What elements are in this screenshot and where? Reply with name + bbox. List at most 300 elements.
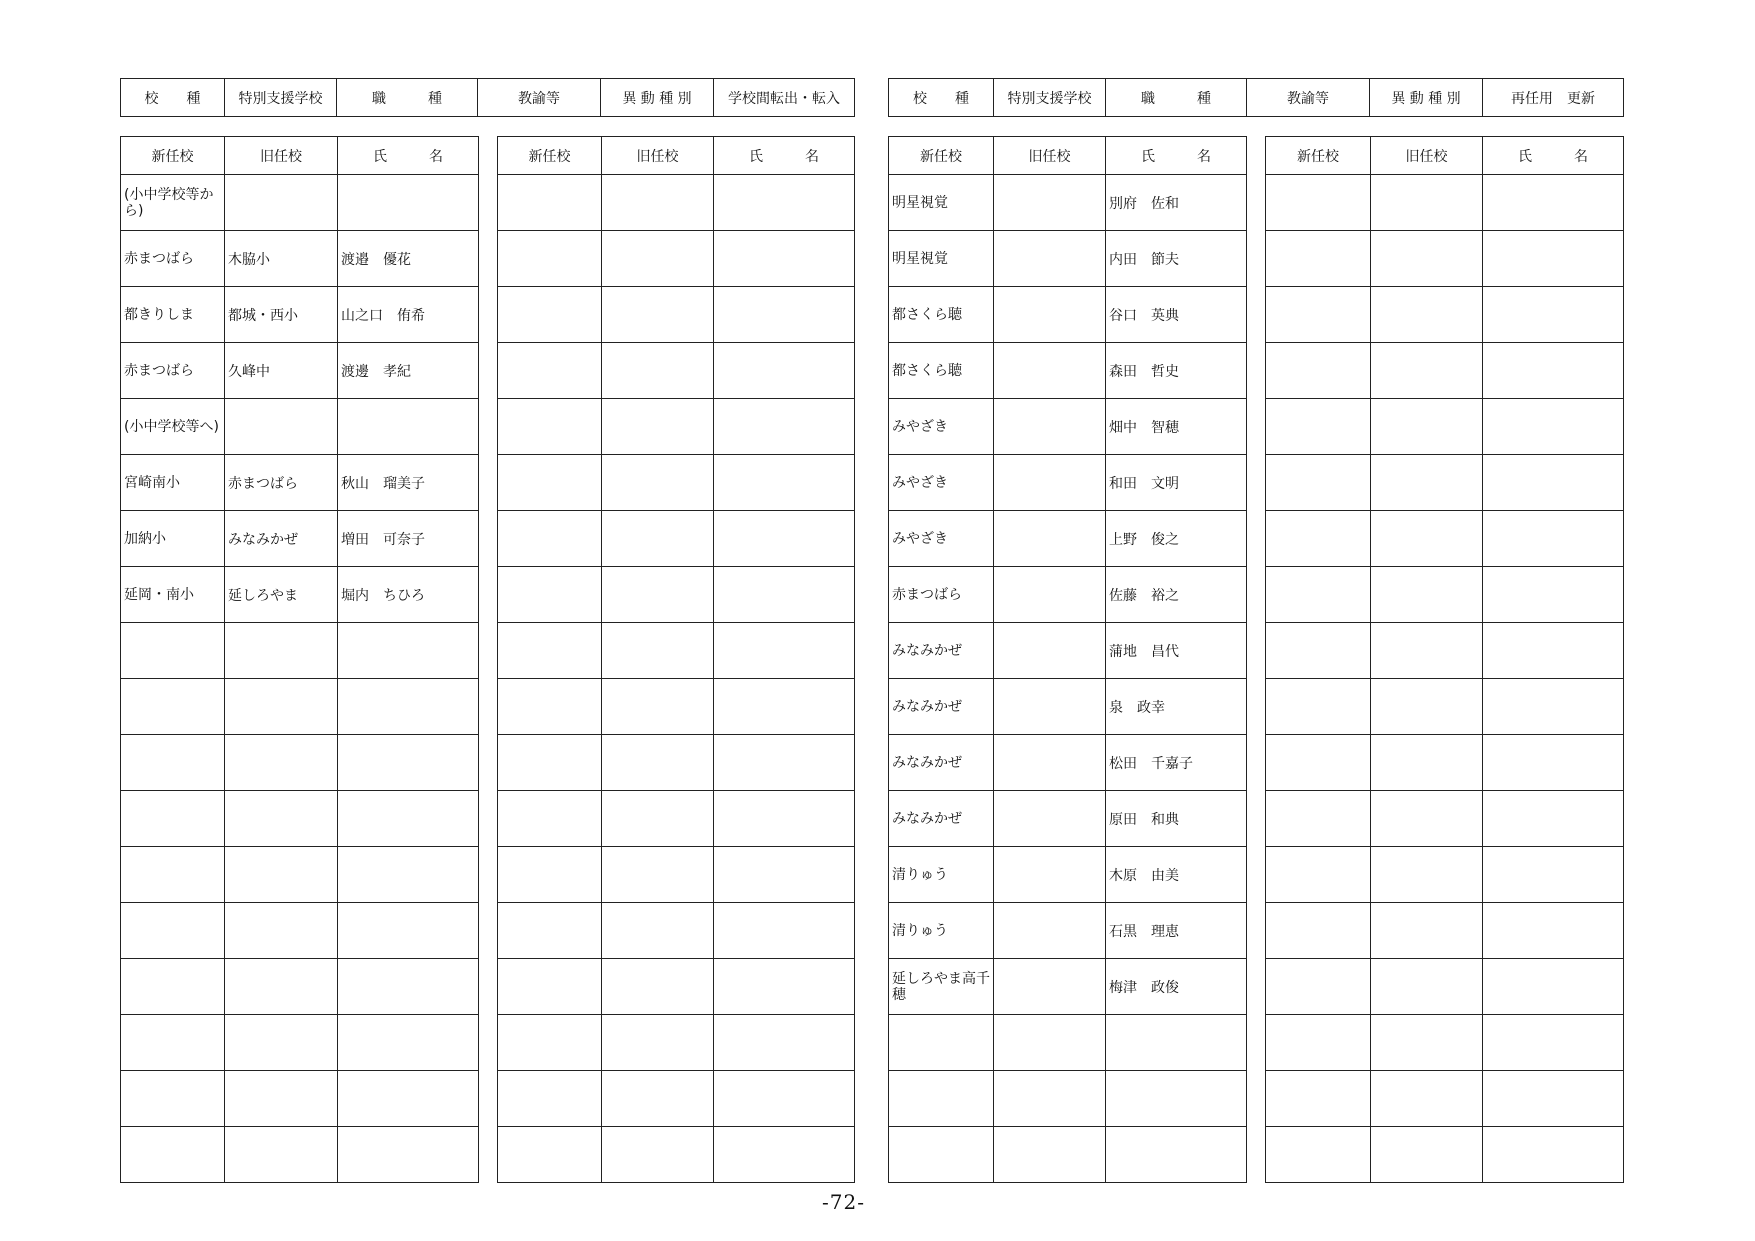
previous-school-cell [1371,959,1483,1015]
previous-school-cell [994,1071,1106,1127]
table-row [121,343,479,399]
new-school-cell: みなみかぜ [889,791,994,847]
table-row [1266,679,1624,735]
table-row [889,679,1247,735]
previous-school-cell [994,847,1106,903]
name-cell [338,399,479,455]
new-school-cell [121,959,225,1015]
table-row [1266,847,1624,903]
previous-school-cell [602,287,714,343]
roster-table-left-b [497,136,855,1183]
header-job-type-value: 教諭等 [478,79,601,117]
previous-school-cell [225,1071,338,1127]
new-school-cell [121,847,225,903]
previous-school-cell [225,1015,338,1071]
name-cell [714,903,855,959]
table-row [498,287,855,343]
new-school-cell [1266,175,1371,231]
new-school-cell [1266,679,1371,735]
previous-school-cell [994,735,1106,791]
table-row [121,511,479,567]
roster-table-left-a [120,136,479,1183]
previous-school-cell [225,175,338,231]
new-school-cell: みなみかぜ [889,623,994,679]
new-school-cell [498,231,602,287]
name-cell: 松田 千嘉子 [1106,735,1247,791]
column-header-row [889,137,1247,175]
new-school-cell [1266,791,1371,847]
table-row [498,231,855,287]
name-cell [714,847,855,903]
table-row [889,623,1247,679]
name-cell [338,623,479,679]
new-school-cell: 清りゅう [889,847,994,903]
previous-school-cell [225,735,338,791]
new-school-cell [498,511,602,567]
table-row [121,1071,479,1127]
name-cell: 山之口 侑希 [338,287,479,343]
new-school-cell: 都さくら聴 [889,343,994,399]
name-header: 氏 名 [1106,137,1247,175]
previous-school-cell [1371,511,1483,567]
new-school-cell [121,679,225,735]
new-school-cell [498,287,602,343]
table-row [121,791,479,847]
new-school-cell [498,623,602,679]
name-cell [1483,287,1624,343]
name-cell [1483,959,1624,1015]
previous-school-cell [994,903,1106,959]
table-row [498,567,855,623]
column-header-row [1266,137,1624,175]
name-cell [1483,791,1624,847]
table-row [1266,175,1624,231]
previous-school-cell [225,623,338,679]
new-school-cell [121,623,225,679]
new-school-header: 新任校 [889,137,994,175]
name-cell: 木原 由美 [1106,847,1247,903]
new-school-cell [1266,1127,1371,1183]
table-row [1266,623,1624,679]
previous-school-cell: みなみかぜ [225,511,338,567]
header-row [121,79,855,117]
name-header: 氏 名 [338,137,479,175]
name-cell [714,623,855,679]
new-school-cell [1266,735,1371,791]
new-school-cell [1266,847,1371,903]
header-row [889,79,1624,117]
table-row [121,1127,479,1183]
previous-school-cell [1371,343,1483,399]
table-row [1266,1127,1624,1183]
table-row [498,959,855,1015]
table-row [498,1071,855,1127]
table-row [498,399,855,455]
name-cell [714,175,855,231]
new-school-header: 新任校 [1266,137,1371,175]
table-row [1266,791,1624,847]
table-row [498,1015,855,1071]
name-cell [338,1015,479,1071]
name-cell: 内田 節夫 [1106,231,1247,287]
previous-school-cell: 都城・西小 [225,287,338,343]
previous-school-cell [994,1127,1106,1183]
previous-school-header: 旧任校 [602,137,714,175]
previous-school-cell [994,511,1106,567]
table-row [889,1015,1247,1071]
previous-school-cell [1371,847,1483,903]
table-row [498,791,855,847]
table-row [498,343,855,399]
name-cell [714,959,855,1015]
new-school-cell [1266,567,1371,623]
table-row [889,287,1247,343]
name-cell [1483,567,1624,623]
new-school-cell [498,1127,602,1183]
name-cell [714,287,855,343]
name-cell: 原田 和典 [1106,791,1247,847]
column-header-row [121,137,479,175]
new-school-cell: 赤まつばら [889,567,994,623]
table-row [889,343,1247,399]
name-cell [714,399,855,455]
table-row [498,511,855,567]
table-row [121,287,479,343]
name-cell [714,1071,855,1127]
header-job-type-label: 職 種 [337,79,478,117]
new-school-cell [121,1127,225,1183]
name-cell [1483,903,1624,959]
previous-school-cell [994,959,1106,1015]
table-row [1266,455,1624,511]
name-cell [714,679,855,735]
name-cell [1483,399,1624,455]
new-school-cell [121,791,225,847]
table-row [498,847,855,903]
name-cell [338,847,479,903]
name-cell [1483,735,1624,791]
new-school-cell [498,455,602,511]
previous-school-cell [225,679,338,735]
table-row [889,791,1247,847]
table-row [1266,287,1624,343]
new-school-cell: 清りゅう [889,903,994,959]
header-school-type-value: 特別支援学校 [994,79,1106,117]
name-cell [1106,1127,1247,1183]
previous-school-cell [225,791,338,847]
new-school-cell: 明星視覚 [889,231,994,287]
previous-school-cell [225,399,338,455]
previous-school-cell [602,343,714,399]
new-school-cell [498,175,602,231]
name-cell: 堀内 ちひろ [338,567,479,623]
table-row [498,1127,855,1183]
name-cell [1483,623,1624,679]
name-cell [714,1015,855,1071]
header-school-type-label: 校 種 [889,79,994,117]
previous-school-cell [1371,567,1483,623]
previous-school-cell [1371,287,1483,343]
roster-table-right-a [888,136,1247,1183]
new-school-cell [498,567,602,623]
name-cell [714,567,855,623]
name-cell [1483,1015,1624,1071]
previous-school-cell [1371,455,1483,511]
new-school-cell: 加納小 [121,511,225,567]
name-cell [1106,1015,1247,1071]
new-school-cell: みやざき [889,455,994,511]
previous-school-cell [1371,231,1483,287]
table-row [889,1127,1247,1183]
name-cell [714,791,855,847]
name-cell [338,679,479,735]
table-row [121,959,479,1015]
new-school-cell: 宮崎南小 [121,455,225,511]
new-school-cell [1266,343,1371,399]
name-cell: 増田 可奈子 [338,511,479,567]
name-cell: 上野 俊之 [1106,511,1247,567]
table-row [121,847,479,903]
previous-school-cell: 木脇小 [225,231,338,287]
name-cell [714,735,855,791]
name-cell [1483,511,1624,567]
table-row [498,735,855,791]
previous-school-cell: 赤まつばら [225,455,338,511]
previous-school-cell [994,791,1106,847]
new-school-cell [1266,1015,1371,1071]
previous-school-cell [1371,1071,1483,1127]
new-school-cell [1266,231,1371,287]
previous-school-cell [602,231,714,287]
name-cell: 谷口 英典 [1106,287,1247,343]
new-school-cell [121,735,225,791]
new-school-cell [1266,399,1371,455]
name-cell: 梅津 政俊 [1106,959,1247,1015]
table-row [121,903,479,959]
table-row [889,959,1247,1015]
table-row [1266,399,1624,455]
name-cell [338,959,479,1015]
previous-school-cell [225,959,338,1015]
table-row [1266,903,1624,959]
name-cell [1483,679,1624,735]
table-row [889,175,1247,231]
name-cell [1483,455,1624,511]
new-school-cell [498,735,602,791]
previous-school-cell [994,343,1106,399]
table-row [121,399,479,455]
name-cell: 別府 佐和 [1106,175,1247,231]
table-row [1266,735,1624,791]
new-school-cell [1266,959,1371,1015]
name-cell: 佐藤 裕之 [1106,567,1247,623]
previous-school-cell [602,623,714,679]
name-cell [338,735,479,791]
new-school-cell [889,1127,994,1183]
table-row [1266,1015,1624,1071]
previous-school-cell [994,567,1106,623]
header-job-type-value: 教諭等 [1247,79,1370,117]
table-row [121,455,479,511]
previous-school-cell [994,287,1106,343]
table-row [498,455,855,511]
previous-school-cell [1371,623,1483,679]
table-row [498,903,855,959]
new-school-cell: (小中学校等へ) [121,399,225,455]
new-school-cell [1266,623,1371,679]
name-header: 氏 名 [1483,137,1624,175]
name-cell [714,343,855,399]
name-header: 氏 名 [714,137,855,175]
name-cell [714,455,855,511]
table-row [1266,343,1624,399]
new-school-cell [1266,455,1371,511]
previous-school-header: 旧任校 [225,137,338,175]
new-school-cell: みなみかぜ [889,679,994,735]
new-school-cell [121,903,225,959]
previous-school-cell [1371,903,1483,959]
header-table-left [120,78,855,117]
table-row [889,455,1247,511]
table-row [121,623,479,679]
name-cell [1483,343,1624,399]
table-row [1266,1071,1624,1127]
previous-school-cell [602,847,714,903]
name-cell [714,511,855,567]
header-job-type-label: 職 種 [1106,79,1247,117]
previous-school-cell [1371,791,1483,847]
previous-school-cell [602,567,714,623]
header-school-type-value: 特別支援学校 [225,79,337,117]
new-school-cell [498,847,602,903]
name-cell: 蒲地 昌代 [1106,623,1247,679]
previous-school-cell [602,511,714,567]
previous-school-header: 旧任校 [1371,137,1483,175]
previous-school-cell [994,623,1106,679]
table-row [121,567,479,623]
name-cell: 和田 文明 [1106,455,1247,511]
table-row [1266,567,1624,623]
previous-school-cell [225,1127,338,1183]
previous-school-cell [994,399,1106,455]
header-transfer-type-value: 再任用 更新 [1483,79,1624,117]
new-school-header: 新任校 [498,137,602,175]
table-row [498,623,855,679]
new-school-cell [889,1015,994,1071]
table-row [889,847,1247,903]
new-school-cell [498,1071,602,1127]
new-school-cell [498,343,602,399]
new-school-cell: みなみかぜ [889,735,994,791]
table-row [889,567,1247,623]
previous-school-cell [602,399,714,455]
table-row [889,735,1247,791]
previous-school-cell [1371,679,1483,735]
header-table-right [888,78,1624,117]
previous-school-cell [1371,1015,1483,1071]
previous-school-cell [602,679,714,735]
name-cell: 秋山 瑠美子 [338,455,479,511]
name-cell: 渡邊 孝紀 [338,343,479,399]
previous-school-cell: 久峰中 [225,343,338,399]
table-row [121,1015,479,1071]
previous-school-cell [602,1127,714,1183]
new-school-cell [498,903,602,959]
previous-school-cell [602,735,714,791]
new-school-cell: 都さくら聴 [889,287,994,343]
page-number: -72- [822,1190,865,1214]
new-school-cell: みやざき [889,399,994,455]
previous-school-cell: 延しろやま [225,567,338,623]
column-header-row [498,137,855,175]
table-row [498,175,855,231]
previous-school-cell [602,959,714,1015]
roster-table-right-b [1265,136,1624,1183]
name-cell: 石黒 理恵 [1106,903,1247,959]
name-cell [1483,1127,1624,1183]
new-school-cell [498,679,602,735]
name-cell [338,791,479,847]
previous-school-header: 旧任校 [994,137,1106,175]
new-school-cell: 延岡・南小 [121,567,225,623]
previous-school-cell [994,175,1106,231]
name-cell: 泉 政幸 [1106,679,1247,735]
new-school-cell: 都きりしま [121,287,225,343]
new-school-cell [889,1071,994,1127]
header-transfer-type-label: 異 動 種 別 [1370,79,1483,117]
new-school-cell: 明星視覚 [889,175,994,231]
previous-school-cell [602,455,714,511]
name-cell [338,1071,479,1127]
table-row [889,231,1247,287]
table-row [1266,511,1624,567]
name-cell: 渡邉 優花 [338,231,479,287]
previous-school-cell [225,903,338,959]
name-cell: 森田 哲史 [1106,343,1247,399]
name-cell: 畑中 智穂 [1106,399,1247,455]
previous-school-cell [602,903,714,959]
name-cell [338,1127,479,1183]
header-school-type-label: 校 種 [121,79,225,117]
header-transfer-type-value: 学校間転出・転入 [714,79,855,117]
new-school-cell: 赤まつばら [121,231,225,287]
table-row [889,511,1247,567]
new-school-cell: (小中学校等から) [121,175,225,231]
table-row [121,735,479,791]
name-cell [714,231,855,287]
previous-school-cell [1371,1127,1483,1183]
name-cell [1483,847,1624,903]
table-row [121,679,479,735]
name-cell [338,175,479,231]
previous-school-cell [602,175,714,231]
header-transfer-type-label: 異 動 種 別 [601,79,714,117]
name-cell [338,903,479,959]
previous-school-cell [225,847,338,903]
table-row [1266,231,1624,287]
table-row [889,903,1247,959]
name-cell [1483,1071,1624,1127]
name-cell [1106,1071,1247,1127]
table-row [889,1071,1247,1127]
name-cell [1483,231,1624,287]
previous-school-cell [602,1071,714,1127]
new-school-cell [1266,287,1371,343]
new-school-cell [121,1015,225,1071]
table-row [1266,959,1624,1015]
new-school-cell [121,1071,225,1127]
new-school-cell [498,791,602,847]
